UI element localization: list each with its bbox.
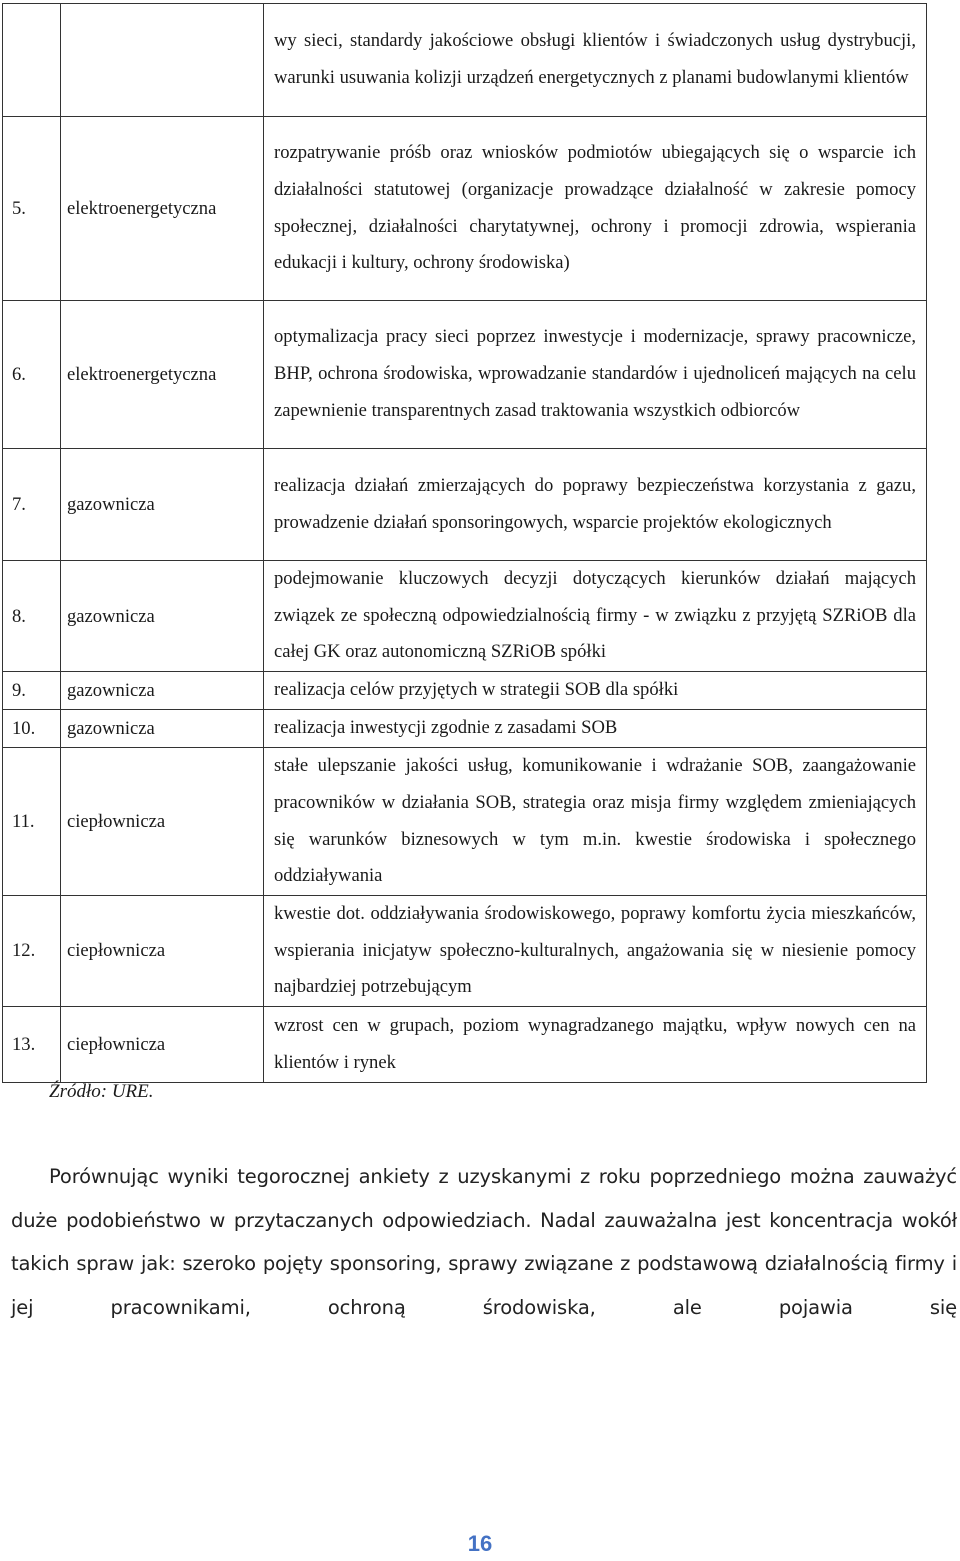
description-cell: stałe ulepszanie jakości usług, komunikowanie i wdrażanie SOB, zaangażowanie pracowników w działania SOB, strategia oraz misja firmy względem zmieniających się warunków biznesowych w tym m.in. kwestie środowiska i społecznego oddziaływania — [264, 748, 927, 896]
section-cell: gazownicza — [61, 672, 264, 710]
section-cell — [61, 4, 264, 117]
description-cell: realizacja celów przyjętych w strategii SOB dla spółki — [264, 672, 927, 710]
table-row — [3, 561, 927, 672]
section-cell: ciepłownicza — [61, 1007, 264, 1083]
page-number: 16 — [467, 1531, 493, 1556]
row-number-cell: 9. — [3, 672, 61, 710]
section-cell: gazownicza — [61, 710, 264, 748]
row-number-cell: 13. — [3, 1007, 61, 1083]
description-cell: wy sieci, standardy jakościowe obsługi klientów i świadczonych usług dystrybucji, warunki usuwania kolizji urządzeń energetycznych z planami budowlanymi klientów — [264, 4, 927, 117]
table-source-note: Źródło: URE. — [49, 1081, 154, 1102]
row-number-cell — [3, 4, 61, 117]
section-cell: elektroenergetyczna — [61, 117, 264, 301]
description-cell: realizacja inwestycji zgodnie z zasadami SOB — [264, 710, 927, 748]
section-cell: gazownicza — [61, 449, 264, 561]
table-row — [3, 449, 927, 561]
table-row — [3, 895, 927, 1006]
table-row — [3, 710, 927, 748]
table-row — [3, 748, 927, 896]
description-cell: podejmowanie kluczowych decyzji dotyczących kierunków działań mających związek ze społeczną odpowiedzialnością firmy - w związku z przyjętą SZRiOB dla całej GK oraz autonomiczną SZRiOB spółki — [264, 561, 927, 672]
table-row — [3, 117, 927, 301]
row-number-cell: 12. — [3, 895, 61, 1006]
section-cell: ciepłownicza — [61, 748, 264, 896]
body-paragraph: Porównując wyniki tegorocznej ankiety z uzyskanymi z roku poprzedniego można zauważyć duże podobieństwo w przytaczanych odpowiedziach. Nadal zauważalna jest koncentracja wokół takich spraw jak: szeroko pojęty sponsoring, sprawy związane z podstawową działalnością firmy i jej pracownikami, ochroną środowiska, ale pojawia się — [11, 1165, 957, 1319]
description-cell: realizacja działań zmierzających do poprawy bezpieczeństwa korzystania z gazu, prowadzenie działań sponsoringowych, wsparcie projektów ekologicznych — [264, 449, 927, 561]
sections-table — [2, 3, 927, 1083]
table-row — [3, 301, 927, 449]
section-cell: ciepłownicza — [61, 895, 264, 1006]
description-cell: rozpatrywanie próśb oraz wniosków podmiotów ubiegających się o wsparcie ich działalności statutowej (organizacje prowadzące działalność w zakresie pomocy społecznej, działalności charytatywnej, ochrony i promocji zdrowia, wspierania edukacji i kultury, ochrony środowiska) — [264, 117, 927, 301]
row-number-cell: 10. — [3, 710, 61, 748]
row-number-cell: 11. — [3, 748, 61, 896]
row-number-cell: 6. — [3, 301, 61, 449]
description-cell: kwestie dot. oddziaływania środowiskowego, poprawy komfortu życia mieszkańców, wspierania inicjatyw społeczno-kulturalnych, angażowania się w niesienie pomocy najbardziej potrzebującym — [264, 895, 927, 1006]
table-row — [3, 4, 927, 117]
table-row — [3, 1007, 927, 1083]
table-row — [3, 672, 927, 710]
row-number-cell: 7. — [3, 449, 61, 561]
section-cell: elektroenergetyczna — [61, 301, 264, 449]
section-cell: gazownicza — [61, 561, 264, 672]
description-cell: wzrost cen w grupach, poziom wynagradzanego majątku, wpływ nowych cen na klientów i rynek — [264, 1007, 927, 1083]
description-cell: optymalizacja pracy sieci poprzez inwestycje i modernizacje, sprawy pracownicze, BHP, ochrona środowiska, wprowadzanie standardów i ujednoliceń mających na celu zapewnienie transparentnych zasad traktowania wszystkich odbiorców — [264, 301, 927, 449]
row-number-cell: 5. — [3, 117, 61, 301]
row-number-cell: 8. — [3, 561, 61, 672]
